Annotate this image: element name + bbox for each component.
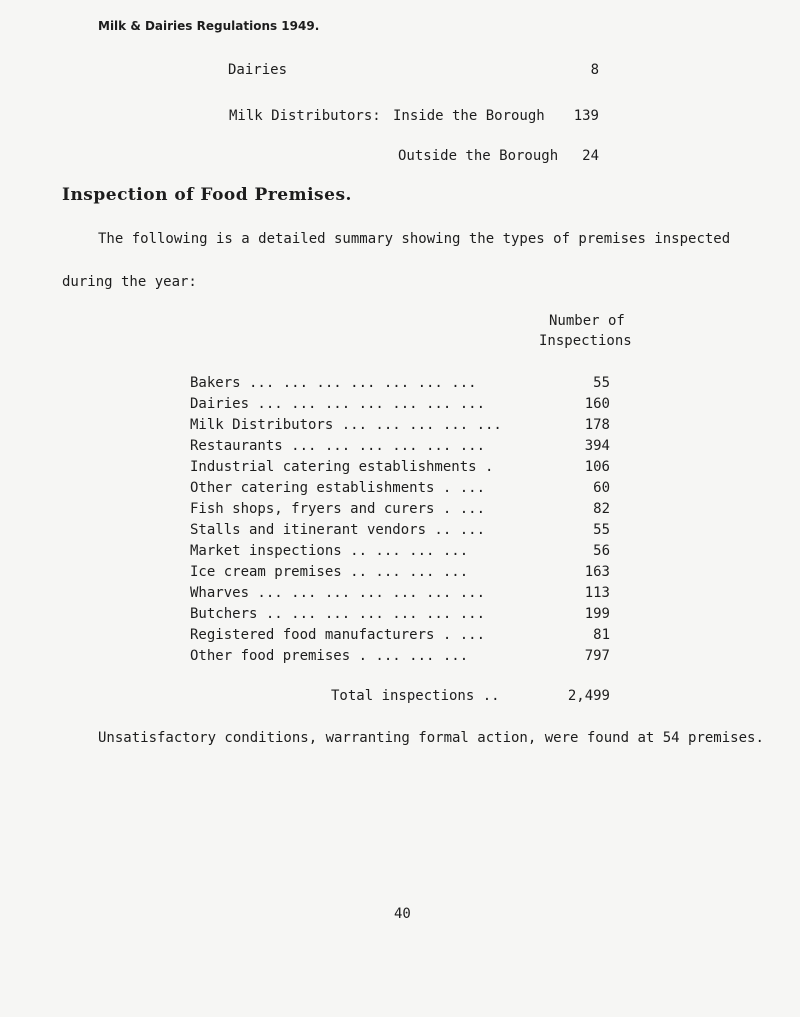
- page-number: 40: [394, 906, 411, 922]
- dairies-label: Dairies: [228, 62, 288, 78]
- table-row-value: 113: [584, 585, 610, 601]
- table-row-value: 56: [593, 543, 610, 559]
- table-row-value: 55: [593, 522, 610, 538]
- milk-distributors-label: Milk Distributors:: [229, 108, 381, 124]
- table-row-label: Dairies ... ... ... ... ... ... ...: [190, 396, 486, 412]
- table-row-label: Registered food manufacturers . ...: [190, 627, 486, 643]
- table-row-label: Other catering establishments . ...: [190, 480, 486, 496]
- outside-borough-value: 24: [582, 148, 599, 164]
- table-row-label: Bakers ... ... ... ... ... ... ...: [190, 375, 477, 391]
- table-row-label: Butchers .. ... ... ... ... ... ...: [190, 606, 486, 622]
- milk-regulations-heading: Milk & Dairies Regulations 1949.: [98, 19, 320, 33]
- inside-borough-value: 139: [573, 108, 599, 124]
- table-row-value: 394: [584, 438, 610, 454]
- column-header-line-1: Number of: [549, 313, 625, 329]
- unsatisfactory-conditions-note: Unsatisfactory conditions, warranting formal action, were found at 54 premises.: [98, 730, 764, 746]
- table-row-value: 178: [584, 417, 610, 433]
- table-row-value: 199: [584, 606, 610, 622]
- total-inspections-label: Total inspections ..: [331, 688, 500, 704]
- table-row-label: Fish shops, fryers and curers . ...: [190, 501, 486, 517]
- table-row-label: Stalls and itinerant vendors .. ...: [190, 522, 486, 538]
- table-row-value: 106: [584, 459, 610, 475]
- table-row-value: 55: [593, 375, 610, 391]
- table-row-label: Industrial catering establishments .: [190, 459, 494, 475]
- table-row-value: 60: [593, 480, 610, 496]
- table-row-label: Other food premises . ... ... ...: [190, 648, 469, 664]
- total-inspections-value: 2,499: [567, 688, 610, 704]
- table-row-label: Market inspections .. ... ... ...: [190, 543, 469, 559]
- table-row-value: 797: [584, 648, 610, 664]
- intro-line-1: The following is a detailed summary showing the types of premises inspected: [98, 231, 731, 247]
- table-row-label: Milk Distributors ... ... ... ... ...: [190, 417, 502, 433]
- section-title: Inspection of Food Premises.: [62, 185, 352, 205]
- table-row-label: Wharves ... ... ... ... ... ... ...: [190, 585, 486, 601]
- intro-line-2: during the year:: [62, 274, 197, 290]
- table-row-value: 163: [584, 564, 610, 580]
- inside-borough-label: Inside the Borough: [393, 108, 545, 124]
- outside-borough-label: Outside the Borough: [398, 148, 559, 164]
- dairies-value: 8: [590, 62, 599, 78]
- table-row-label: Ice cream premises .. ... ... ...: [190, 564, 469, 580]
- table-row-value: 81: [593, 627, 610, 643]
- table-row-label: Restaurants ... ... ... ... ... ...: [190, 438, 486, 454]
- table-row-value: 160: [584, 396, 610, 412]
- column-header-line-2: Inspections: [539, 333, 632, 349]
- table-row-value: 82: [593, 501, 610, 517]
